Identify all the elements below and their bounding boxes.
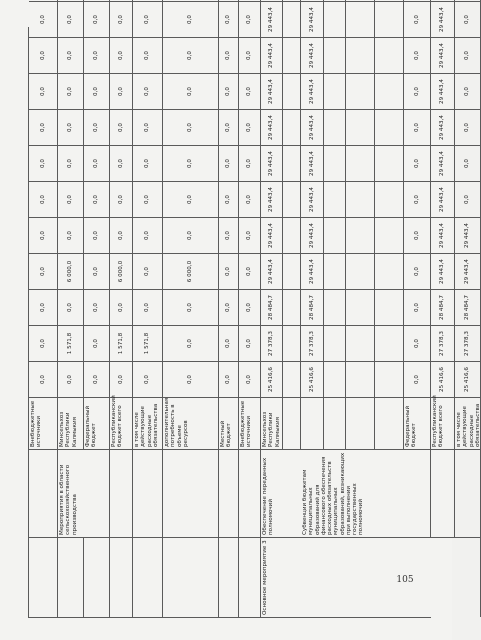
value-cell: 0,0 bbox=[110, 217, 133, 253]
value-cell: 0,0 bbox=[239, 37, 261, 73]
value-cell bbox=[346, 1, 375, 37]
value-cell bbox=[324, 145, 346, 181]
value-cell bbox=[283, 37, 301, 73]
event-label-cell bbox=[163, 449, 219, 537]
source-cell: в том числе действующие расходные обязательства bbox=[133, 397, 163, 449]
value-cell: 29 443,4 bbox=[261, 1, 283, 37]
value-cell: 29 443,4 bbox=[431, 109, 455, 145]
value-cell bbox=[404, 0, 431, 1]
value-cell: 25 416,6 bbox=[455, 361, 481, 397]
value-cell: 0,0 bbox=[163, 217, 219, 253]
value-cell: 0,0 bbox=[239, 109, 261, 145]
value-cell: 0,0 bbox=[29, 253, 58, 289]
value-cell: 0,0 bbox=[58, 37, 84, 73]
value-cell: 0,0 bbox=[219, 217, 239, 253]
event-label-cell bbox=[110, 449, 133, 537]
value-cell: 0,0 bbox=[110, 37, 133, 73]
value-cell: 6 000,0 bbox=[58, 253, 84, 289]
value-cell bbox=[283, 361, 301, 397]
value-cell: 0,0 bbox=[163, 145, 219, 181]
value-cell: 0,0 bbox=[239, 361, 261, 397]
value-cell bbox=[346, 73, 375, 109]
value-cell: 0,0 bbox=[133, 73, 163, 109]
value-cell bbox=[324, 109, 346, 145]
event-label-cell bbox=[283, 449, 301, 537]
value-cell bbox=[431, 0, 455, 1]
source-cell bbox=[283, 397, 301, 449]
value-cell bbox=[324, 289, 346, 325]
value-cell bbox=[283, 1, 301, 37]
source-cell: дополнительная потребность в объеме ресурсов bbox=[163, 397, 219, 449]
value-cell: 0,0 bbox=[404, 289, 431, 325]
value-cell: 0,0 bbox=[133, 361, 163, 397]
value-cell: 0,0 bbox=[133, 37, 163, 73]
value-cell: 29 443,4 bbox=[431, 37, 455, 73]
event-label-cell: Субвенции бюджетам муниципальных образований для финансового обеспечения расходных обязательств муниципальных образований, возникающих при выполнении государственных полномочий bbox=[301, 449, 324, 537]
value-cell: 0,0 bbox=[404, 325, 431, 361]
event-label-cell bbox=[375, 449, 404, 537]
value-cell bbox=[133, 0, 163, 1]
main-event-cell bbox=[455, 537, 481, 617]
value-cell bbox=[375, 181, 404, 217]
value-cell: 29 443,4 bbox=[301, 181, 324, 217]
value-cell: 0,0 bbox=[84, 217, 110, 253]
value-cell bbox=[346, 289, 375, 325]
value-cell bbox=[375, 325, 404, 361]
value-cell: 0,0 bbox=[84, 289, 110, 325]
value-cell bbox=[58, 0, 84, 1]
value-cell: 0,0 bbox=[163, 37, 219, 73]
value-cell: 0,0 bbox=[239, 1, 261, 37]
value-cell: 0,0 bbox=[163, 109, 219, 145]
value-cell: 29 443,4 bbox=[261, 37, 283, 73]
value-cell: 25 416,6 bbox=[261, 361, 283, 397]
value-cell: 29 443,4 bbox=[261, 217, 283, 253]
value-cell: 27 378,3 bbox=[455, 325, 481, 361]
value-cell: 28 484,7 bbox=[431, 289, 455, 325]
value-cell: 0,0 bbox=[84, 73, 110, 109]
value-cell: 1 571,8 bbox=[133, 325, 163, 361]
value-cell: 0,0 bbox=[219, 361, 239, 397]
value-cell: 0,0 bbox=[163, 361, 219, 397]
value-cell: 0,0 bbox=[163, 325, 219, 361]
source-cell bbox=[375, 397, 404, 449]
value-cell: 0,0 bbox=[239, 145, 261, 181]
value-cell: 0,0 bbox=[29, 37, 58, 73]
value-cell bbox=[455, 0, 481, 1]
value-cell: 0,0 bbox=[404, 37, 431, 73]
value-cell bbox=[84, 0, 110, 1]
value-cell bbox=[110, 0, 133, 1]
value-cell: 0,0 bbox=[110, 181, 133, 217]
value-cell bbox=[239, 0, 261, 1]
main-event-cell bbox=[346, 537, 375, 617]
source-cell: Республиканский бюджет всего bbox=[431, 397, 455, 449]
value-cell: 0,0 bbox=[58, 181, 84, 217]
value-cell bbox=[301, 0, 324, 1]
value-cell bbox=[324, 217, 346, 253]
value-cell: 0,0 bbox=[29, 361, 58, 397]
event-label-cell bbox=[29, 449, 58, 537]
value-cell: 0,0 bbox=[239, 217, 261, 253]
value-cell: 29 443,4 bbox=[261, 73, 283, 109]
value-cell: 0,0 bbox=[404, 253, 431, 289]
value-cell: 0,0 bbox=[455, 37, 481, 73]
value-cell: 0,0 bbox=[29, 1, 58, 37]
value-cell bbox=[324, 73, 346, 109]
main-event-cell bbox=[431, 537, 455, 617]
value-cell bbox=[375, 73, 404, 109]
value-cell: 29 443,4 bbox=[455, 217, 481, 253]
event-label-cell bbox=[219, 449, 239, 537]
main-event-cell: Основное мероприятие 3 bbox=[261, 537, 283, 617]
value-cell bbox=[375, 145, 404, 181]
value-cell: 0,0 bbox=[29, 325, 58, 361]
value-cell: 0,0 bbox=[58, 109, 84, 145]
value-cell: 0,0 bbox=[84, 1, 110, 37]
value-cell bbox=[283, 181, 301, 217]
value-cell: 0,0 bbox=[133, 181, 163, 217]
event-label-cell: Обеспечение переданных полномочий bbox=[261, 449, 283, 537]
main-event-cell bbox=[58, 537, 84, 617]
value-cell: 0,0 bbox=[455, 1, 481, 37]
value-cell: 29 443,4 bbox=[301, 1, 324, 37]
value-cell: 0,0 bbox=[455, 109, 481, 145]
value-cell: 0,0 bbox=[29, 109, 58, 145]
value-cell: 0,0 bbox=[219, 1, 239, 37]
value-cell: 29 443,4 bbox=[261, 145, 283, 181]
value-cell bbox=[283, 145, 301, 181]
value-cell: 0,0 bbox=[133, 253, 163, 289]
value-cell bbox=[324, 253, 346, 289]
value-cell bbox=[324, 181, 346, 217]
value-cell bbox=[346, 145, 375, 181]
value-cell bbox=[324, 0, 346, 1]
source-cell bbox=[301, 397, 324, 449]
value-cell: 25 416,6 bbox=[301, 361, 324, 397]
main-event-cell bbox=[84, 537, 110, 617]
value-cell: 29 443,4 bbox=[431, 181, 455, 217]
value-cell: 29 443,4 bbox=[431, 73, 455, 109]
value-cell: 0,0 bbox=[219, 73, 239, 109]
source-cell bbox=[324, 397, 346, 449]
main-event-cell bbox=[239, 537, 261, 617]
value-cell: 6 000,0 bbox=[163, 253, 219, 289]
value-cell bbox=[219, 0, 239, 1]
value-cell bbox=[283, 253, 301, 289]
value-cell: 29 443,4 bbox=[301, 73, 324, 109]
value-cell: 29 443,4 bbox=[301, 217, 324, 253]
value-cell: 29 443,4 bbox=[301, 253, 324, 289]
value-cell: 29 443,4 bbox=[455, 253, 481, 289]
source-cell: Внебюджетные источники bbox=[239, 397, 261, 449]
value-cell: 0,0 bbox=[29, 73, 58, 109]
value-cell: 0,0 bbox=[84, 361, 110, 397]
value-cell bbox=[283, 217, 301, 253]
value-cell: 0,0 bbox=[163, 181, 219, 217]
event-label-cell bbox=[324, 449, 346, 537]
value-cell: 0,0 bbox=[58, 145, 84, 181]
value-cell: 0,0 bbox=[58, 1, 84, 37]
value-cell bbox=[346, 325, 375, 361]
value-cell: 0,0 bbox=[404, 109, 431, 145]
page-number: 105 bbox=[396, 575, 414, 585]
value-cell bbox=[283, 73, 301, 109]
value-cell: 0,0 bbox=[219, 253, 239, 289]
value-cell: 1 571,8 bbox=[58, 325, 84, 361]
value-cell: 0,0 bbox=[404, 145, 431, 181]
main-event-cell bbox=[219, 537, 239, 617]
value-cell: 0,0 bbox=[29, 289, 58, 325]
value-cell bbox=[283, 0, 301, 1]
value-cell bbox=[324, 37, 346, 73]
value-cell: 0,0 bbox=[110, 361, 133, 397]
value-cell bbox=[375, 217, 404, 253]
value-cell bbox=[324, 1, 346, 37]
value-cell bbox=[375, 109, 404, 145]
value-cell bbox=[346, 217, 375, 253]
value-cell: 29 443,4 bbox=[301, 145, 324, 181]
value-cell: 0,0 bbox=[84, 145, 110, 181]
value-cell: 0,0 bbox=[84, 253, 110, 289]
value-cell: 0,0 bbox=[219, 109, 239, 145]
value-cell: 27 378,3 bbox=[301, 325, 324, 361]
value-cell: 0,0 bbox=[84, 325, 110, 361]
value-cell: 0,0 bbox=[133, 109, 163, 145]
value-cell bbox=[375, 253, 404, 289]
value-cell: 0,0 bbox=[58, 361, 84, 397]
value-cell: 0,0 bbox=[404, 73, 431, 109]
value-cell: 0,0 bbox=[29, 181, 58, 217]
value-cell: 29 443,4 bbox=[301, 37, 324, 73]
budget-table bbox=[28, 7, 481, 618]
value-cell: 0,0 bbox=[163, 73, 219, 109]
value-cell: 0,0 bbox=[29, 145, 58, 181]
value-cell: 0,0 bbox=[239, 289, 261, 325]
value-cell: 0,0 bbox=[133, 1, 163, 37]
event-label-cell bbox=[239, 449, 261, 537]
value-cell: 0,0 bbox=[239, 325, 261, 361]
value-cell bbox=[283, 109, 301, 145]
value-cell: 0,0 bbox=[84, 37, 110, 73]
value-cell: 0,0 bbox=[455, 145, 481, 181]
value-cell: 28 484,7 bbox=[301, 289, 324, 325]
main-event-cell bbox=[110, 537, 133, 617]
source-cell: Минсельхоз Республики Калмыкия bbox=[58, 397, 84, 449]
value-cell: 0,0 bbox=[404, 181, 431, 217]
value-cell: 0,0 bbox=[133, 217, 163, 253]
value-cell: 0,0 bbox=[239, 181, 261, 217]
source-cell: Федеральный бюджет bbox=[404, 397, 431, 449]
value-cell: 0,0 bbox=[58, 289, 84, 325]
value-cell: 0,0 bbox=[219, 289, 239, 325]
value-cell: 25 416,6 bbox=[431, 361, 455, 397]
value-cell: 0,0 bbox=[219, 181, 239, 217]
value-cell: 1 571,8 bbox=[110, 325, 133, 361]
value-cell: 0,0 bbox=[110, 73, 133, 109]
value-cell: 0,0 bbox=[239, 73, 261, 109]
value-cell: 29 443,4 bbox=[431, 253, 455, 289]
source-cell: Федеральный бюджет bbox=[84, 397, 110, 449]
event-label-cell bbox=[346, 449, 375, 537]
value-cell: 28 484,7 bbox=[261, 289, 283, 325]
value-cell: 0,0 bbox=[58, 73, 84, 109]
value-cell bbox=[163, 0, 219, 1]
event-label-cell bbox=[84, 449, 110, 537]
value-cell: 0,0 bbox=[404, 1, 431, 37]
value-cell: 0,0 bbox=[455, 73, 481, 109]
value-cell: 29 443,4 bbox=[261, 181, 283, 217]
value-cell bbox=[324, 361, 346, 397]
value-cell bbox=[346, 361, 375, 397]
value-cell bbox=[375, 0, 404, 1]
value-cell: 6 000,0 bbox=[110, 253, 133, 289]
value-cell: 0,0 bbox=[110, 145, 133, 181]
value-cell bbox=[324, 325, 346, 361]
value-cell: 27 378,3 bbox=[261, 325, 283, 361]
value-cell bbox=[346, 0, 375, 1]
value-cell: 0,0 bbox=[239, 253, 261, 289]
value-cell bbox=[346, 109, 375, 145]
source-cell bbox=[346, 397, 375, 449]
value-cell: 0,0 bbox=[110, 289, 133, 325]
source-cell: Минсельхоз Республики Калмыкия bbox=[261, 397, 283, 449]
value-cell: 29 443,4 bbox=[261, 253, 283, 289]
main-event-cell bbox=[301, 537, 324, 617]
value-cell: 0,0 bbox=[404, 361, 431, 397]
source-cell: в том числе действующие расходные обязательства bbox=[455, 397, 481, 449]
value-cell: 0,0 bbox=[84, 109, 110, 145]
main-event-cell bbox=[133, 537, 163, 617]
value-cell: 29 443,4 bbox=[301, 109, 324, 145]
value-cell: 0,0 bbox=[84, 181, 110, 217]
value-cell bbox=[375, 37, 404, 73]
value-cell: 0,0 bbox=[163, 289, 219, 325]
event-label-cell bbox=[404, 449, 431, 537]
event-label-cell bbox=[455, 449, 481, 537]
value-cell bbox=[29, 0, 58, 1]
value-cell: 29 443,4 bbox=[261, 109, 283, 145]
value-cell bbox=[346, 181, 375, 217]
value-cell: 0,0 bbox=[133, 145, 163, 181]
value-cell: 27 378,3 bbox=[431, 325, 455, 361]
value-cell: 29 443,4 bbox=[431, 217, 455, 253]
value-cell: 0,0 bbox=[455, 181, 481, 217]
source-cell: Республиканский бюджет всего bbox=[110, 397, 133, 449]
value-cell: 0,0 bbox=[58, 217, 84, 253]
value-cell bbox=[283, 289, 301, 325]
event-label-cell bbox=[431, 449, 455, 537]
source-cell: Местный бюджет bbox=[219, 397, 239, 449]
event-label-cell bbox=[133, 449, 163, 537]
value-cell: 0,0 bbox=[219, 145, 239, 181]
value-cell: 0,0 bbox=[110, 1, 133, 37]
value-cell: 0,0 bbox=[110, 109, 133, 145]
value-cell bbox=[283, 325, 301, 361]
main-event-cell bbox=[29, 537, 58, 617]
value-cell: 0,0 bbox=[163, 1, 219, 37]
event-label-cell: Мероприятия в области сельскохозяйственного производства bbox=[58, 449, 84, 537]
value-cell bbox=[346, 37, 375, 73]
source-cell: Внебюджетные источники bbox=[29, 397, 58, 449]
value-cell: 29 443,4 bbox=[431, 145, 455, 181]
value-cell: 28 484,7 bbox=[455, 289, 481, 325]
value-cell: 0,0 bbox=[219, 325, 239, 361]
main-event-cell bbox=[163, 537, 219, 617]
main-event-cell bbox=[324, 537, 346, 617]
value-cell: 0,0 bbox=[404, 217, 431, 253]
value-cell bbox=[375, 289, 404, 325]
value-cell: 0,0 bbox=[219, 37, 239, 73]
value-cell bbox=[375, 361, 404, 397]
value-cell bbox=[375, 1, 404, 37]
value-cell bbox=[261, 0, 283, 1]
main-event-cell bbox=[283, 537, 301, 617]
value-cell bbox=[346, 253, 375, 289]
value-cell: 29 443,4 bbox=[431, 1, 455, 37]
value-cell: 0,0 bbox=[133, 289, 163, 325]
value-cell: 0,0 bbox=[29, 217, 58, 253]
